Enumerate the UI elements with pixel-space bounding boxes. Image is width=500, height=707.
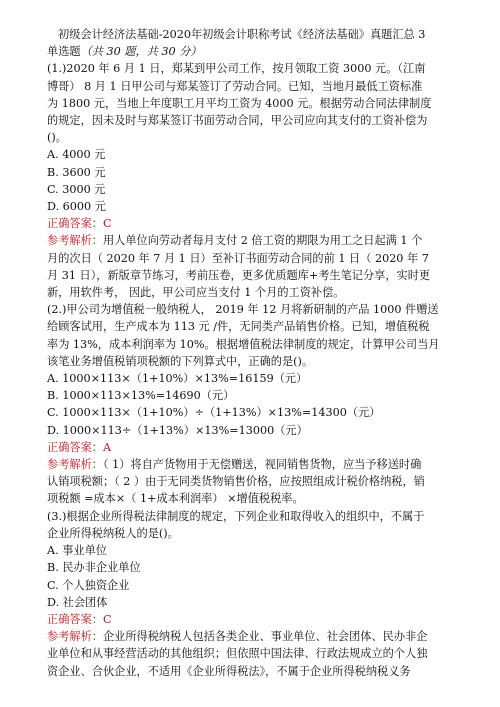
- question-stem-line: (2.)甲公司为增值税一般纳税人， 2019 年 12 月将新研制的产品 1000 件赠送: [47, 303, 439, 317]
- question-list: [47, 60, 457, 679]
- analysis-line: [47, 456, 457, 473]
- analysis-line: 资企业、合伙企业，不适用《企业所得税法》，不属于企业所得税纳税义务: [47, 664, 411, 678]
- analysis-line: 业单位和从事经营活动的其他组织；但依照中国法律、行政法规成立的个人独: [47, 647, 428, 661]
- analysis-text: 企业所得税纳税人包括各类企业、事业单位、社会团体、民办非企: [102, 630, 428, 644]
- question-stem-line: 为 1800 元，当地上年度职工月平均工资为 4000 元。根据劳动合同法律制度: [47, 96, 432, 110]
- question-stem-line: 率为 13%，成本利润率为 10%。根据增值税法律制度的规定，计算甲公司当月: [47, 337, 440, 351]
- analysis-line: 月 31 日），新版章节练习，考前压卷，更多优质题库+考生笔记分享，实时更: [47, 268, 431, 282]
- analysis-line: 认销项税额；（ 2 ）由于无同类货物销售价格，应按照组成计税价格纳税，销: [47, 475, 425, 489]
- answer-option: C. 个人独资企业: [47, 578, 130, 592]
- correct-answer-value: C: [102, 612, 112, 626]
- question-stem-line: 企业所得税纳税人的是()。: [47, 526, 179, 540]
- question-stem-line: (3.)根据企业所得税法律制度的规定，下列企业和取得收入的组织中，不属于: [47, 509, 425, 523]
- correct-answer-value: A: [102, 440, 112, 454]
- answer-option: D. 1000×113÷（1+13%）×13%=13000（元）: [47, 423, 308, 437]
- question-stem-line: 给顾客试用，生产成本为 113 元 /件，无同类产品销售价格。已知，增值税税: [47, 320, 430, 334]
- correct-answer-label: 正确答案：: [47, 217, 103, 231]
- question-stem-line: (1.)2020 年 6 月 1 日，郑某到甲公司工作，按月领取工资 3000 元。（江南: [47, 62, 426, 76]
- question-block: [47, 60, 457, 301]
- correct-answer-label: 正确答案：: [47, 612, 103, 626]
- correct-answer-label: 正确答案：: [47, 440, 103, 454]
- answer-option: A. 1000×113×（1+10%）×13%=16159（元）: [47, 372, 308, 386]
- analysis-text: 用人单位向劳动者每月支付 2 倍工资的期限为用工之日起满 1 个: [102, 234, 423, 248]
- correct-answer: [47, 611, 457, 628]
- analysis-text: （ 1）将自产货物用于无偿赠送，视同销售货物，应当予移送时确: [102, 458, 422, 472]
- question-stem-line: 该笔业务增值税销项税额的下列算式中，正确的是()。: [47, 354, 314, 368]
- answer-option: D. 6000 元: [47, 200, 106, 214]
- document-body: [47, 26, 457, 680]
- answer-option: B. 1000×113×13%=14690（元）: [47, 389, 235, 403]
- analysis-label: 参考解析：: [47, 234, 103, 248]
- answer-option: C. 1000×113×（1+10%）÷（1+13%）×13%=14300（元）: [47, 406, 381, 420]
- answer-option: A. 事业单位: [47, 544, 107, 558]
- section-note: （共 30 题，共 30 分）: [80, 45, 202, 59]
- analysis-line: 新，用软件考， 因此，甲公司应当支付 1 个月的工资补偿。: [47, 286, 345, 300]
- analysis-line: [47, 628, 457, 645]
- answer-option: A. 4000 元: [47, 148, 106, 162]
- analysis-line: 项税额 =成本×（ 1+成本利润率） ×增值税税率。: [47, 492, 304, 506]
- analysis-line: 月的次日（ 2020 年 7 月 1 日）至补订书面劳动合同的前 1 日（ 2020 年 7: [47, 251, 429, 265]
- question-stem-line: 的规定，因未及时与郑某签订书面劳动合同，甲公司应向其支付的工资补偿为: [47, 114, 428, 128]
- answer-option: B. 3600 元: [47, 165, 106, 179]
- correct-answer-value: C: [102, 217, 112, 231]
- document-title: 初级会计经济法基础-2020年初级会计职称考试《经济法基础》真题汇总 3: [58, 28, 426, 41]
- question-block: [47, 301, 457, 507]
- analysis-label: 参考解析：: [47, 630, 103, 644]
- answer-option: D. 社会团体: [47, 595, 108, 609]
- answer-option: C. 3000 元: [47, 182, 106, 196]
- section-header: [47, 43, 457, 60]
- analysis-line: [47, 232, 457, 249]
- question-block: [47, 508, 457, 680]
- section-title: 单选题: [47, 45, 81, 59]
- question-stem-line: 博哥） 8 月 1 日甲公司与郑某签订了劳动合同。已知，当地月最低工资标准: [47, 79, 423, 93]
- correct-answer: [47, 439, 457, 456]
- question-stem-line: ()。: [47, 131, 67, 145]
- answer-option: B. 民办非企业单位: [47, 561, 141, 575]
- analysis-label: 参考解析：: [47, 458, 103, 472]
- correct-answer: [47, 215, 457, 232]
